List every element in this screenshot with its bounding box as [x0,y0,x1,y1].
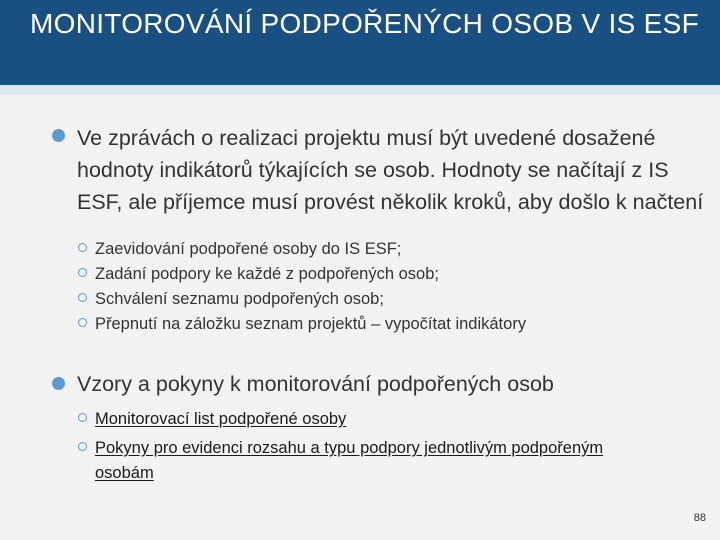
list-item-text: Zaevidování podpořené osoby do IS ESF; [95,240,402,258]
section2-links-list [78,407,638,490]
page-number: 88 [693,512,706,524]
list-item-text: Zadání podpory ke každé z podpořených osob; [95,265,439,283]
ring-bullet-icon [78,268,87,277]
ring-bullet-icon [78,413,87,422]
bullet-dot-icon [52,129,65,142]
bullet-dot-icon [52,377,65,390]
list-item [78,436,638,486]
ring-bullet-icon [78,293,87,302]
section1-text: Ve zprávách o realizaci projektu musí být uvedené dosažené hodnoty indikátorů týkajících se osob. Hodnoty se načítají z IS ESF, ale příjemce musí provést několik kroků, aby došlo k načtení [77,126,704,214]
support-guidelines-link[interactable]: Pokyny pro evidenci rozsahu a typu podpory jednotlivým podpořeným osobám [95,439,604,482]
list-item [78,287,526,312]
monitoring-sheet-link[interactable]: Monitorovací list podpořené osoby [95,410,347,428]
section1-steps-list [78,237,526,337]
list-item-text: Schválení seznamu podpořených osob; [95,290,384,308]
list-item [78,407,638,432]
list-item [78,237,526,262]
section2-text: Vzory a pokyny k monitorování podpořených osob [77,372,554,396]
ring-bullet-icon [78,243,87,252]
slide-title: MONITOROVÁNÍ PODPOŘENÝCH OSOB V IS ESF [30,8,699,39]
list-item-text: Přepnutí na záložku seznam projektů – vypočítat indikátory [95,315,527,333]
title-bar [0,0,720,85]
ring-bullet-icon [78,442,87,451]
title-divider [0,85,720,95]
ring-bullet-icon [78,318,87,327]
list-item [78,312,526,337]
list-item [78,262,526,287]
